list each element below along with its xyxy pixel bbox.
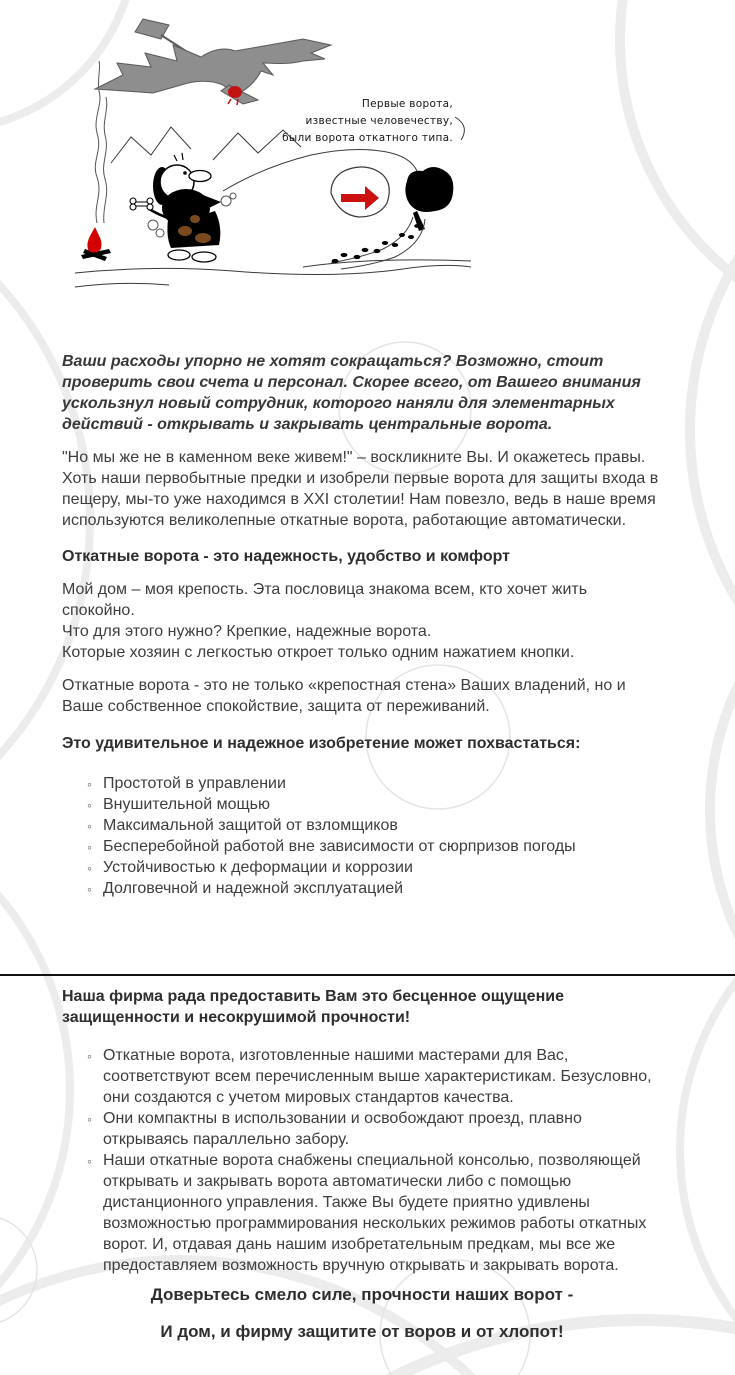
fortress-line: Мой дом – моя крепость. Эта пословица знакома всем, кто хочет жить спокойно. [62, 581, 588, 619]
benefit-text: Наши откатные ворота снабжены специальной консолью, позволяющей открывать и закрывать ворота автоматически либо с помощью дистанционного управления. Также Вы будете приятно удивлены возможностью программирования нескольких режимов работы откатных ворот. И, отдавая дань нашим изобретательным предкам, мы все же предоставляем возможность вручную открывать и закрывать ворота. [103, 1152, 647, 1274]
features-list [62, 773, 662, 899]
fortress-line: Которые хозяин с легкостью откроет только одним нажатием кнопки. [62, 644, 575, 661]
feature-text: Простотой в управлении [103, 775, 286, 792]
caveman-illustration [130, 153, 236, 262]
heading-features: Это удивительное и надежное изобретение может похвастаться: [62, 735, 581, 752]
list-item [103, 1108, 662, 1150]
list-item [103, 794, 662, 815]
stone-age-paragraph: "Но мы же не в каменном веке живем!" – воскликните Вы. И окажетесь правы. Хоть наши первобытные предки и изобрели первые ворота для защиты входа в пещеру, мы-то уже находимся в XXI столетии! Нам повезло, ведь в наше время используются великолепные откатные ворота, работающие автоматически. [62, 449, 659, 529]
intro-paragraph: Ваши расходы упорно не хотят сокращаться? Возможно, стоит проверить свои счета и персонал. Скорее всего, от Вашего внимания ускользнул новый сотрудник, которого наняли для элементарных действий - открывать и закрывать центральные ворота. [62, 353, 641, 433]
cta-line-1: Доверьтесь смело силе, прочности наших ворот - [150, 1285, 574, 1304]
caption-line: были ворота откатного типа. [282, 132, 453, 144]
cartoon-illustration [73, 5, 473, 293]
caption-line: известные человечеству, [305, 115, 453, 127]
fortress-paragraph [62, 579, 662, 663]
prey-illustration [228, 86, 242, 98]
article-lower-section [62, 986, 662, 1342]
list-item [103, 836, 662, 857]
cta-line-2: И дом, и фирму защитите от воров и от хлопот! [160, 1322, 564, 1341]
wall-paragraph: Откатные ворота - это не только «крепостная стена» Ваших владений, но и Ваше собственное спокойствие, защита от переживаний. [62, 677, 626, 715]
list-item [103, 1045, 662, 1108]
campfire-illustration [81, 227, 111, 261]
heading-offer: Наша фирма рада предоставить Вам это бесценное ощущение защищенности и несокрушимой прочности! [62, 988, 564, 1026]
benefits-list [62, 1045, 662, 1276]
boulder-outline [331, 167, 389, 217]
list-item [103, 815, 662, 836]
feature-text: Внушительной мощью [103, 796, 270, 813]
list-item [103, 773, 662, 794]
feature-text: Бесперебойной работой вне зависимости от сюрпризов погоды [103, 838, 576, 855]
benefit-text: Откатные ворота, изготовленные нашими мастерами для Вас, соответствуют всем перечисленным выше характеристикам. Безусловно, они создаются с учетом мировых стандартов качества. [103, 1047, 652, 1106]
list-item [103, 1150, 662, 1276]
ground-lines [75, 260, 471, 287]
article-upper-section [62, 351, 662, 899]
cave-entrance [405, 167, 453, 212]
list-item [103, 857, 662, 878]
caption-pointer-line [455, 117, 464, 140]
fortress-line: Что для этого нужно? Крепкие, надежные ворота. [62, 623, 432, 640]
heading-reliability: Откатные ворота - это надежность, удобство и комфорт [62, 548, 511, 565]
feature-text: Устойчивостью к деформации и коррозии [103, 859, 413, 876]
bone-illustration [130, 198, 153, 210]
feature-text: Долговечной и надежной эксплуатацией [103, 880, 404, 897]
mountains-illustration [111, 127, 301, 163]
benefit-text: Они компактны в использовании и освобождают проезд, плавно открываясь параллельно забору. [103, 1110, 582, 1148]
feature-text: Максимальной защитой от взломщиков [103, 817, 398, 834]
caption-line: Первые ворота, [361, 98, 453, 110]
pterodactyl-illustration [95, 19, 331, 105]
section-divider [0, 974, 735, 976]
cartoon-caption [282, 96, 453, 147]
list-item [103, 878, 662, 899]
